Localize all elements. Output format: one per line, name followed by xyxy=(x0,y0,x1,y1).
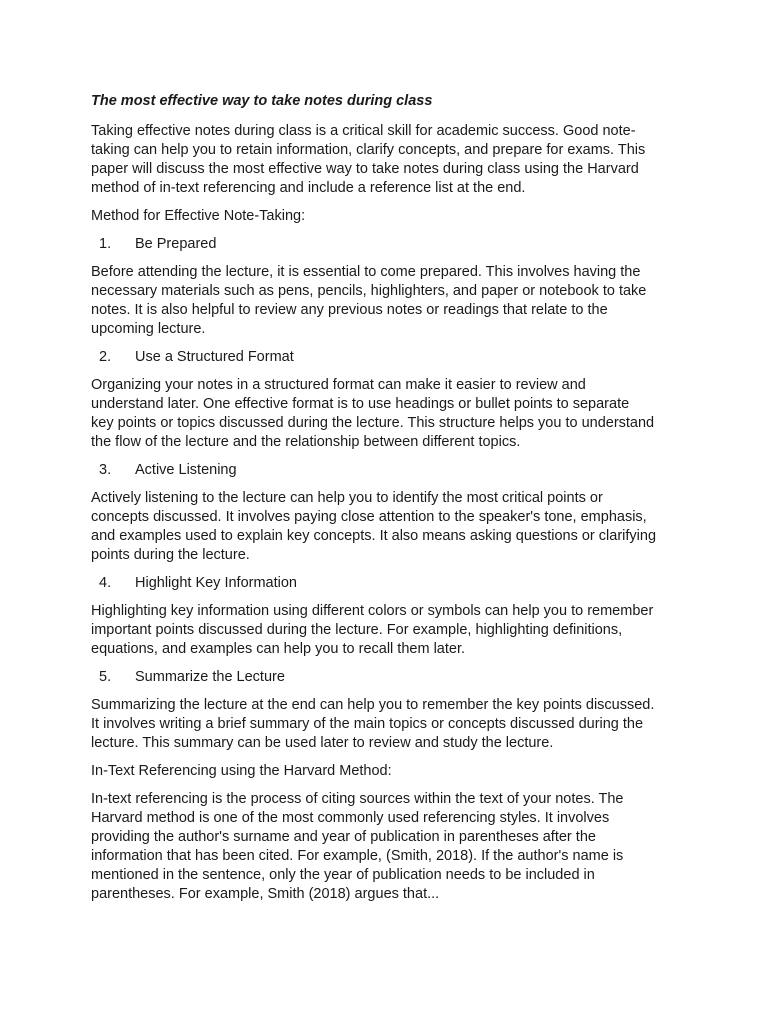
list-label: Be Prepared xyxy=(135,236,217,252)
text-line: points during the lecture. xyxy=(91,547,250,563)
step-paragraph xyxy=(91,602,691,659)
list-item-active-listening xyxy=(91,461,691,480)
list-item-be-prepared xyxy=(91,235,691,254)
text-line: concepts discussed. It involves paying close attention to the speaker's tone, emphasis, xyxy=(91,509,647,525)
text-line: Taking effective notes during class is a critical skill for academic success. Good note- xyxy=(91,123,636,139)
text-line: lecture. This summary can be used later to review and study the lecture. xyxy=(91,735,554,751)
text-line: the flow of the lecture and the relationship between different topics. xyxy=(91,434,521,450)
text-line: Actively listening to the lecture can help you to identify the most critical points or xyxy=(91,490,603,506)
harvard-paragraph xyxy=(91,790,691,904)
intro-paragraph xyxy=(91,122,691,198)
text-line: equations, and examples can help you to recall them later. xyxy=(91,641,466,657)
text-line: taking can help you to retain information, clarify concepts, and prepare for exams. This xyxy=(91,142,646,158)
list-item-highlight-key-information xyxy=(91,574,691,593)
document-page xyxy=(91,92,691,913)
text-line: It involves writing a brief summary of the main topics or concepts discussed during the xyxy=(91,716,644,732)
text-line: mentioned in the sentence, only the year of publication needs to be included in xyxy=(91,867,595,883)
text-line: Summarizing the lecture at the end can help you to remember the key points discussed. xyxy=(91,697,655,713)
list-label: Summarize the Lecture xyxy=(135,669,285,685)
harvard-heading: In-Text Referencing using the Harvard Method: xyxy=(91,763,392,779)
text-line: Organizing your notes in a structured format can make it easier to review and xyxy=(91,377,586,393)
list-number: 2. xyxy=(99,349,112,365)
step-paragraph xyxy=(91,696,691,753)
step-paragraph xyxy=(91,376,691,452)
text-line: upcoming lecture. xyxy=(91,321,206,337)
text-line: paper will discuss the most effective way to take notes during class using the Harvard xyxy=(91,161,639,177)
text-line: method of in-text referencing and include a reference list at the end. xyxy=(91,180,526,196)
list-label: Use a Structured Format xyxy=(135,349,294,365)
step-paragraph xyxy=(91,263,691,339)
text-line: providing the author's surname and year of publication in parentheses after the xyxy=(91,829,596,845)
text-line: important points discussed during the lecture. For example, highlighting definitions, xyxy=(91,622,623,638)
list-label: Active Listening xyxy=(135,462,237,478)
text-line: Highlighting key information using different colors or symbols can help you to remember xyxy=(91,603,654,619)
text-line: necessary materials such as pens, pencils, highlighters, and paper or notebook to take xyxy=(91,283,647,299)
step-paragraph xyxy=(91,489,691,565)
list-number: 3. xyxy=(99,462,112,478)
list-item-summarize-lecture xyxy=(91,668,691,687)
list-number: 4. xyxy=(99,575,112,591)
text-line: Harvard method is one of the most commonly used referencing styles. It involves xyxy=(91,810,610,826)
text-line: Before attending the lecture, it is essential to come prepared. This involves having the xyxy=(91,264,641,280)
text-line: parentheses. For example, Smith (2018) argues that... xyxy=(91,886,440,902)
list-item-structured-format xyxy=(91,348,691,367)
text-line: and examples used to explain key concepts. It also means asking questions or clarifying xyxy=(91,528,657,544)
list-number: 1. xyxy=(99,236,112,252)
text-line: key points or topics discussed during the lecture. This structure helps you to understand xyxy=(91,415,655,431)
text-line: In-text referencing is the process of citing sources within the text of your notes. The xyxy=(91,791,624,807)
document-title: The most effective way to take notes during class xyxy=(91,93,433,109)
text-line: understand later. One effective format is to use headings or bullet points to separate xyxy=(91,396,630,412)
list-number: 5. xyxy=(99,669,112,685)
text-line: information that has been cited. For example, (Smith, 2018). If the author's name is xyxy=(91,848,624,864)
text-line: notes. It is also helpful to review any previous notes or readings that relate to the xyxy=(91,302,608,318)
list-label: Highlight Key Information xyxy=(135,575,297,591)
method-heading: Method for Effective Note-Taking: xyxy=(91,208,306,224)
